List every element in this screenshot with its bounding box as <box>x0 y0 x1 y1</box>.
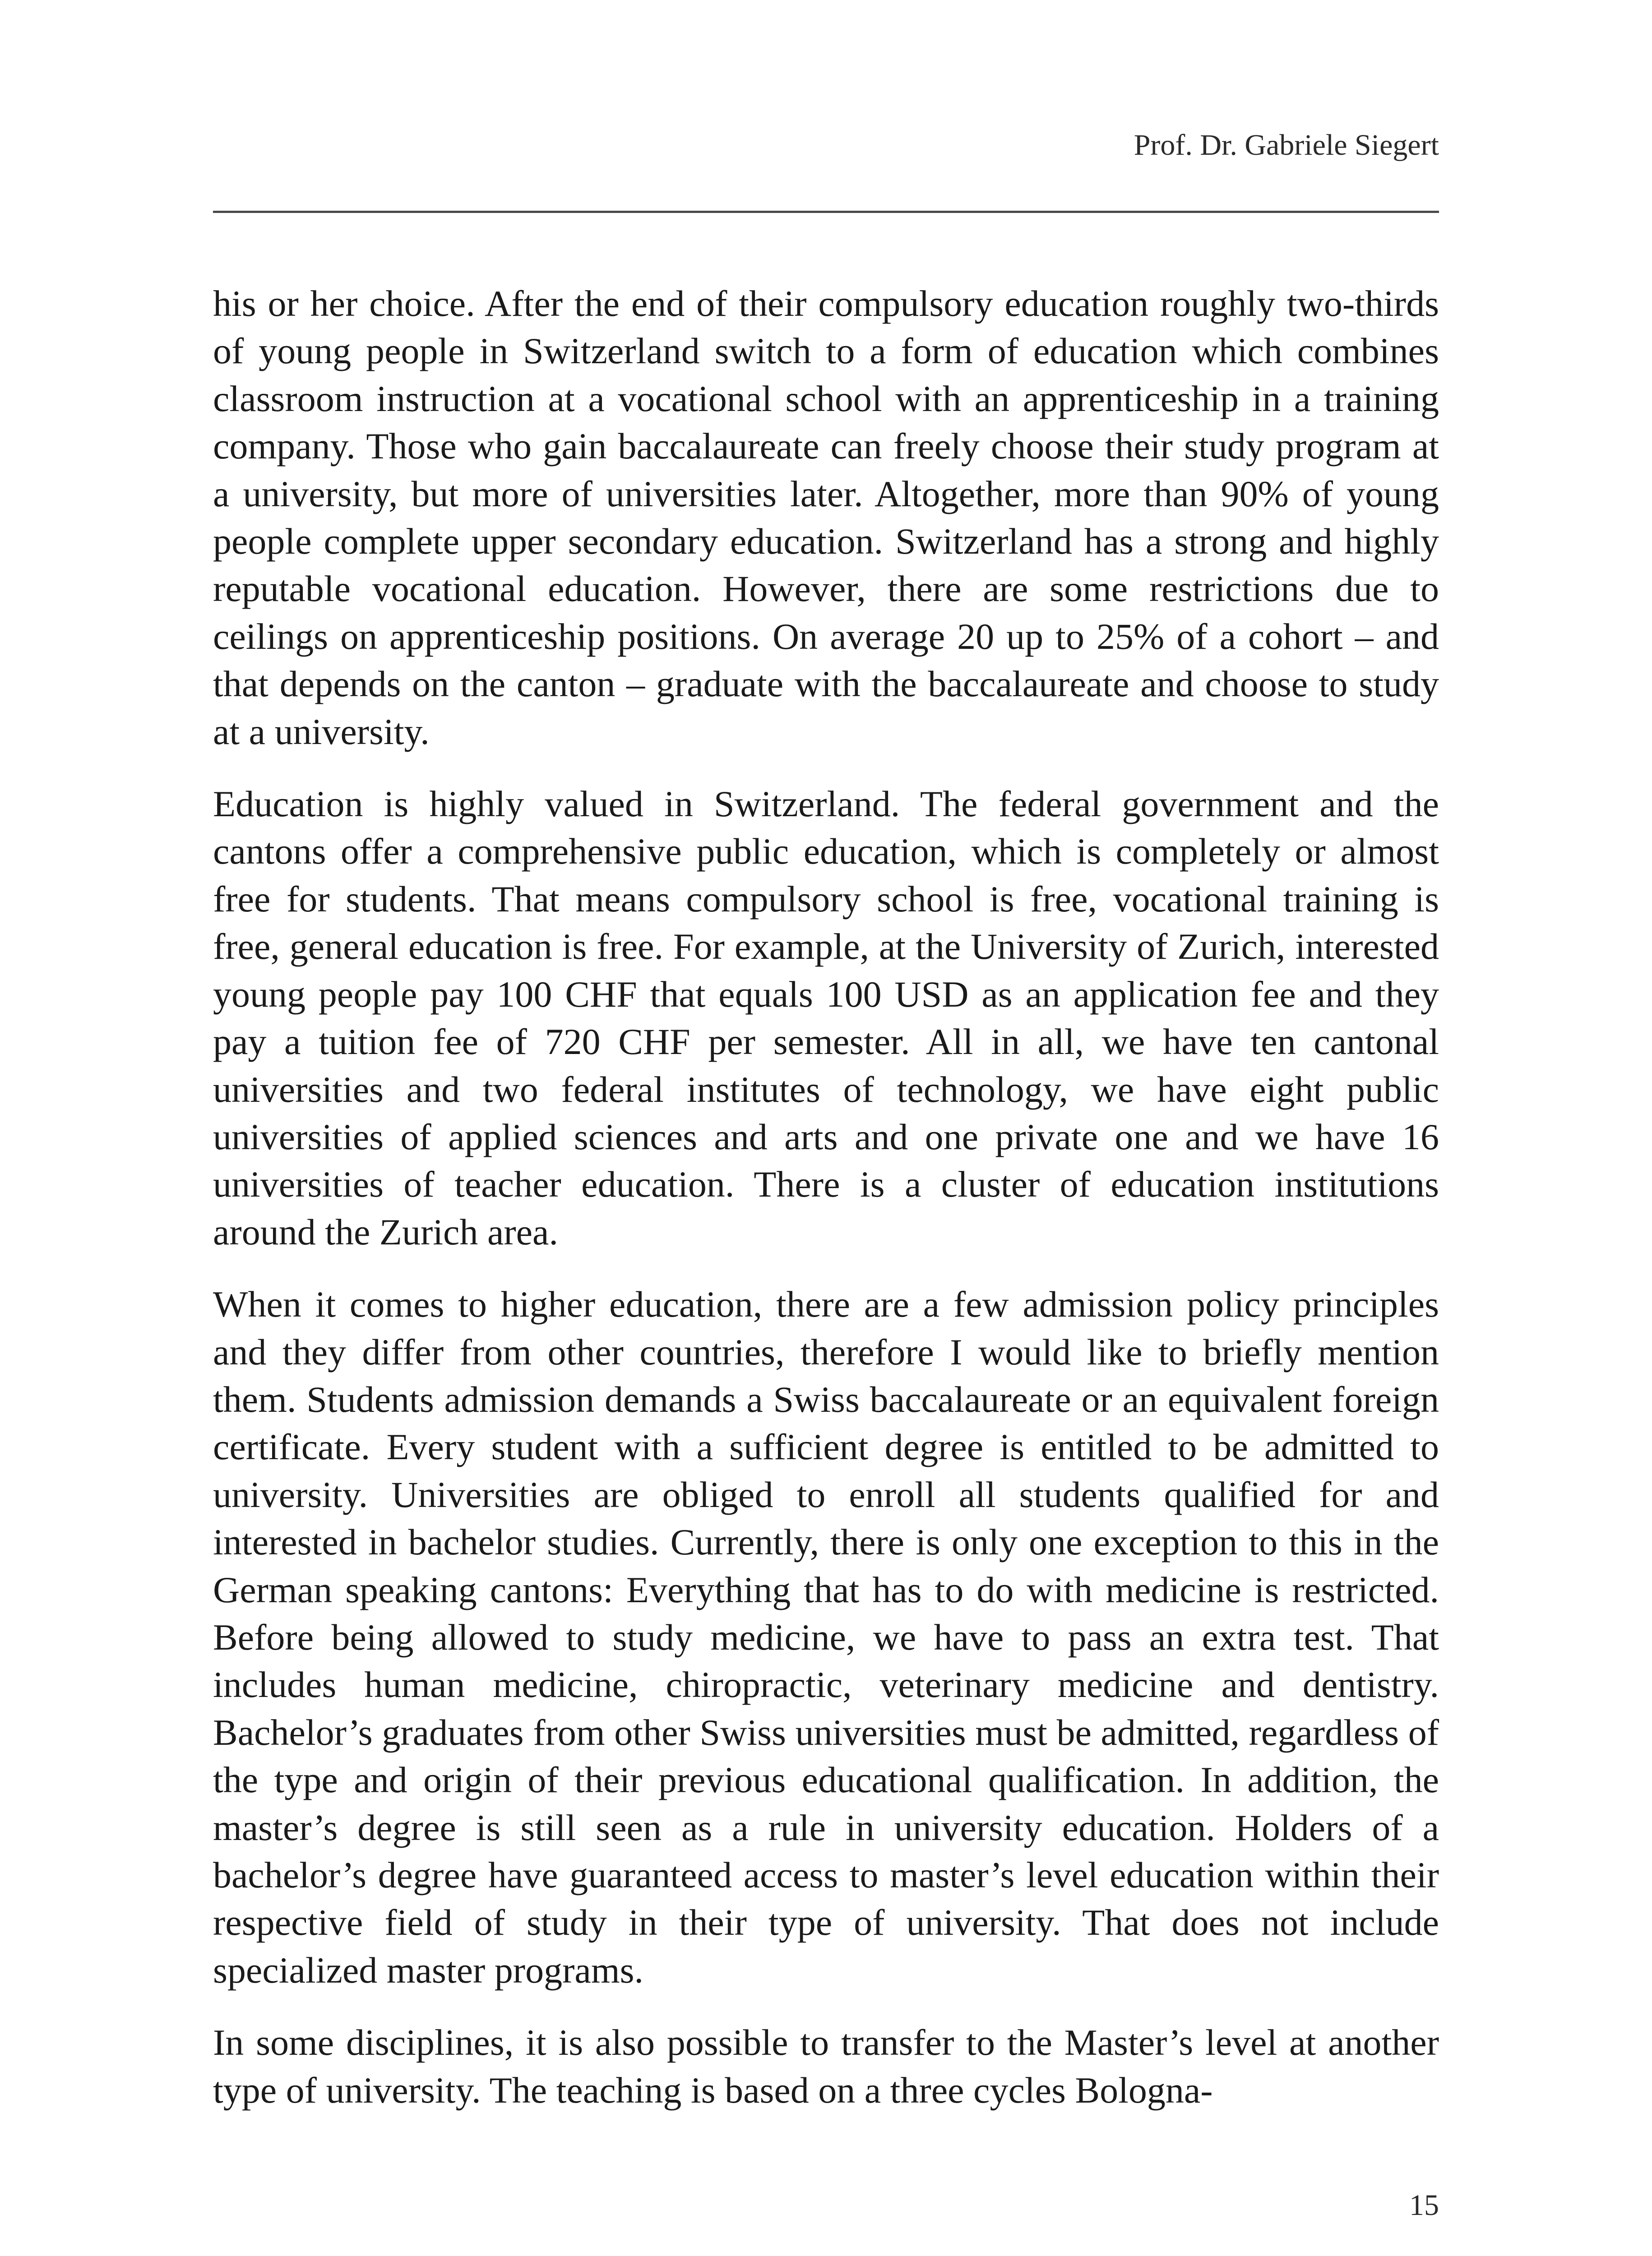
page-number: 15 <box>1409 2189 1439 2222</box>
paragraph: In some disciplines, it is also possible to transfer to the Master’s level at another type of university. The teaching is based on a three cycles Bologna- <box>213 2022 1439 2111</box>
paragraph: When it comes to higher education, there are a few admission policy principles and they differ from other countries, therefore I would like to briefly mention them. Students admission demands a Swiss baccalaureate or an equivalent foreign certificate. Every student with a sufficient degree is entitled to be admitted to university. Universities are obliged to enroll all students qualified for and interested in bachelor studies. Currently, there is only one exception to this in the German speaking cantons: Everything that has to do with medicine is restricted. Before being allowed to study medicine, we have to pass an extra test. That includes human medicine, chiropractic, veterinary medicine and dentistry. Bachelor’s graduates from other Swiss universities must be admitted, regardless of the type and origin of their previous educational qualification. In addition, the master’s degree is still seen as a rule in university education. Holders of a bachelor’s degree have guaranteed access to master’s level education within their respective field of study in their type of university. That does not include specialized master programs. <box>213 1284 1439 1991</box>
running-header-author: Prof. Dr. Gabriele Siegert <box>1134 129 1439 162</box>
paragraph: his or her choice. After the end of their compulsory education roughly two-thirds of young people in Switzerland switch to a form of education which combines classroom instruction at a vocational school with an apprenticeship in a training company. Those who gain baccalaureate can freely choose their study program at a university, but more of universities later. Altogether, more than 90% of young people complete upper secondary education. Switzerland has a strong and highly reputable vocational education. However, there are some restrictions due to ceilings on apprenticeship positions. On average 20 up to 25% of a cohort – and that depends on the canton – graduate with the baccalaureate and choose to study at a university. <box>213 283 1439 752</box>
body-text <box>213 280 1439 2139</box>
paragraph: Education is highly valued in Switzerland. The federal government and the cantons offer a comprehensive public education, which is completely or almost free for students. That means compulsory school is free, vocational training is free, general education is free. For example, at the University of Zurich, interested young people pay 100 CHF that equals 100 USD as an application fee and they pay a tuition fee of 720 CHF per semester. All in all, we have ten cantonal universities and two federal institutes of technology, we have eight public universities of applied sciences and arts and one private one and we have 16 universities of teacher education. There is a cluster of education institutions around the Zurich area. <box>213 783 1439 1253</box>
header-divider <box>213 211 1439 213</box>
